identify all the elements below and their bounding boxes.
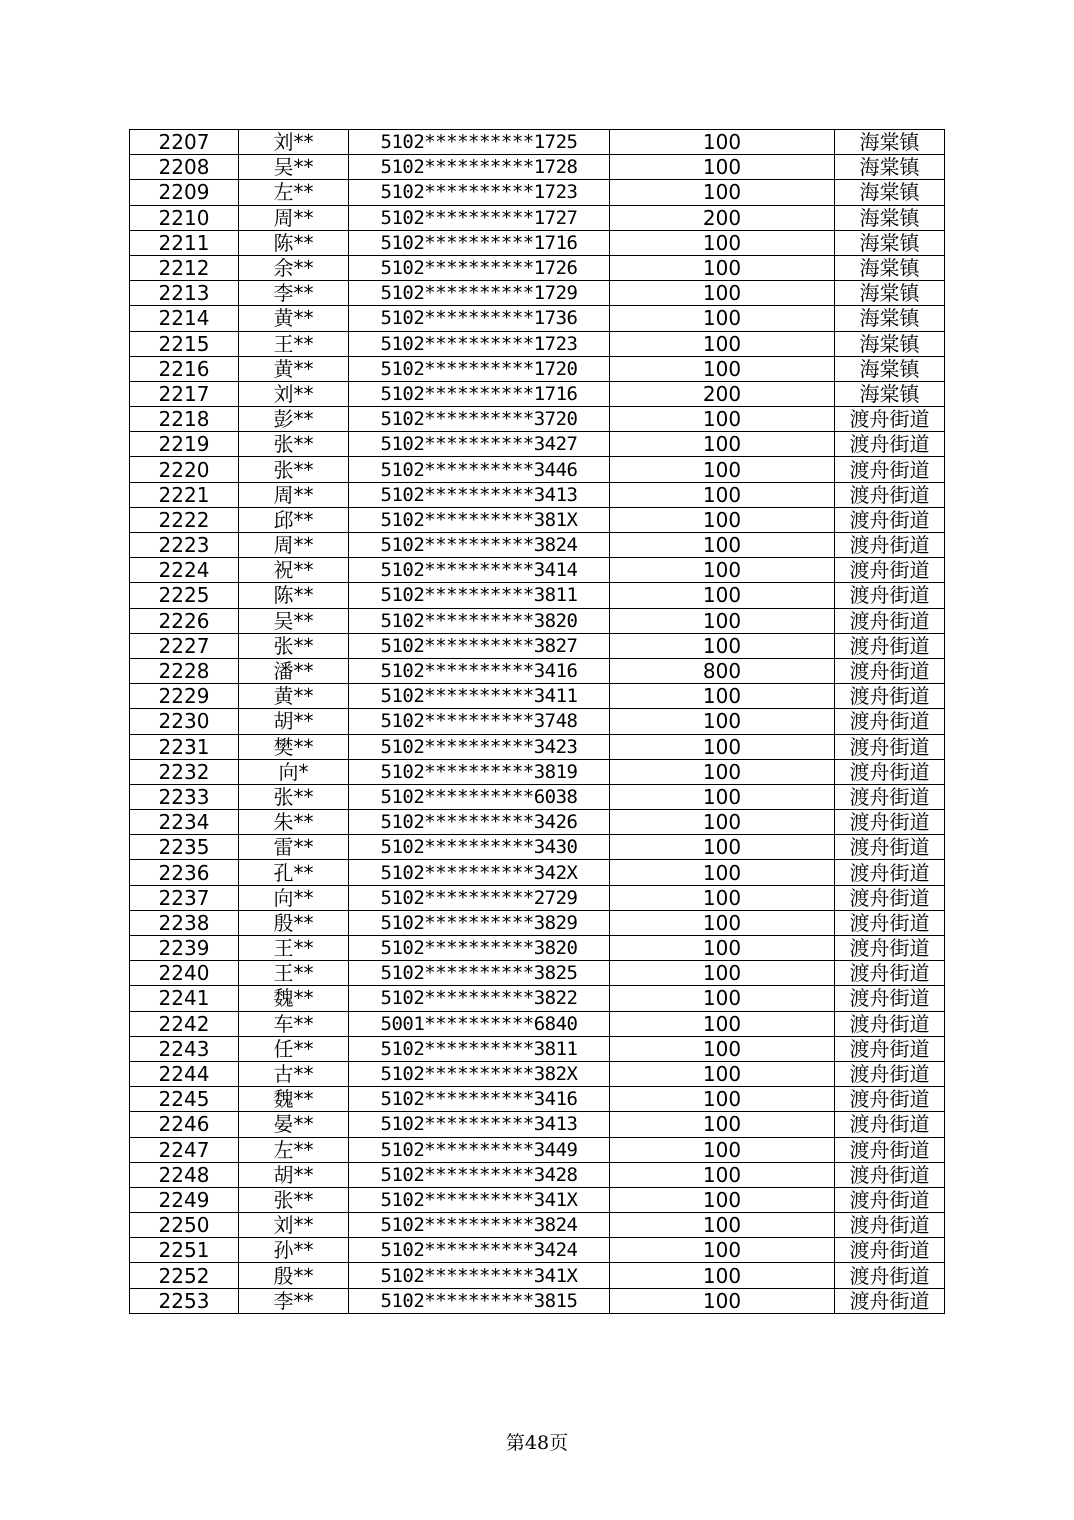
amount-cell: 100 [610,709,835,734]
id-number-cell: 5102**********1726 [349,255,610,280]
amount-cell: 100 [610,734,835,759]
name-cell: 李** [239,1288,349,1313]
amount-cell: 100 [610,130,835,155]
id-number-cell: 5102**********3427 [349,432,610,457]
record-number-cell: 2245 [130,1087,239,1112]
amount-cell: 100 [610,885,835,910]
area-cell: 渡舟街道 [835,759,945,784]
id-number-cell: 5102**********6038 [349,784,610,809]
id-number-cell: 5102**********1729 [349,281,610,306]
record-number-cell: 2210 [130,205,239,230]
amount-cell: 200 [610,205,835,230]
area-cell: 渡舟街道 [835,1288,945,1313]
table-row [130,860,945,885]
table-row [130,986,945,1011]
id-number-cell: 5102**********3820 [349,608,610,633]
record-number-cell: 2249 [130,1187,239,1212]
record-number-cell: 2228 [130,658,239,683]
id-number-cell: 5102**********1727 [349,205,610,230]
area-cell: 渡舟街道 [835,1011,945,1036]
record-number-cell: 2232 [130,759,239,784]
area-cell: 渡舟街道 [835,684,945,709]
table-row [130,658,945,683]
id-number-cell: 5102**********3424 [349,1238,610,1263]
amount-cell: 100 [610,230,835,255]
area-cell: 海棠镇 [835,356,945,381]
name-cell: 魏** [239,986,349,1011]
id-number-cell: 5102**********3829 [349,910,610,935]
table-row [130,407,945,432]
record-number-cell: 2242 [130,1011,239,1036]
name-cell: 左** [239,180,349,205]
amount-cell: 100 [610,784,835,809]
area-cell: 渡舟街道 [835,432,945,457]
amount-cell: 100 [610,1288,835,1313]
table-row [130,835,945,860]
area-cell: 海棠镇 [835,281,945,306]
table-row [130,1036,945,1061]
area-cell: 渡舟街道 [835,507,945,532]
amount-cell: 100 [610,759,835,784]
record-number-cell: 2244 [130,1061,239,1086]
amount-cell: 100 [610,281,835,306]
amount-cell: 100 [610,432,835,457]
name-cell: 向** [239,885,349,910]
area-cell: 渡舟街道 [835,533,945,558]
amount-cell: 100 [610,1011,835,1036]
area-cell: 渡舟街道 [835,810,945,835]
table-row [130,306,945,331]
area-cell: 渡舟街道 [835,1112,945,1137]
area-cell: 海棠镇 [835,130,945,155]
area-cell: 海棠镇 [835,306,945,331]
name-cell: 殷** [239,910,349,935]
record-number-cell: 2243 [130,1036,239,1061]
id-number-cell: 5102**********3414 [349,558,610,583]
table-row [130,457,945,482]
id-number-cell: 5102**********3822 [349,986,610,1011]
table-row [130,255,945,280]
name-cell: 黄** [239,684,349,709]
amount-cell: 100 [610,986,835,1011]
id-number-cell: 5102**********3413 [349,1112,610,1137]
table-row [130,608,945,633]
id-number-cell: 5102**********3824 [349,533,610,558]
amount-cell: 100 [610,1036,835,1061]
name-cell: 王** [239,331,349,356]
table-row [130,180,945,205]
amount-cell: 800 [610,658,835,683]
id-number-cell: 5102**********382X [349,1061,610,1086]
area-cell: 渡舟街道 [835,1137,945,1162]
area-cell: 渡舟街道 [835,658,945,683]
name-cell: 张** [239,432,349,457]
record-number-cell: 2226 [130,608,239,633]
table-row [130,910,945,935]
amount-cell: 100 [610,1087,835,1112]
record-number-cell: 2229 [130,684,239,709]
id-number-cell: 5001**********6840 [349,1011,610,1036]
area-cell: 渡舟街道 [835,709,945,734]
area-cell: 渡舟街道 [835,407,945,432]
table-row [130,482,945,507]
name-cell: 任** [239,1036,349,1061]
table-row [130,130,945,155]
id-number-cell: 5102**********3748 [349,709,610,734]
name-cell: 向* [239,759,349,784]
id-number-cell: 5102**********3811 [349,583,610,608]
area-cell: 渡舟街道 [835,734,945,759]
record-number-cell: 2240 [130,961,239,986]
name-cell: 晏** [239,1112,349,1137]
table-row [130,684,945,709]
area-cell: 渡舟街道 [835,558,945,583]
records-table-body [130,130,945,1314]
area-cell: 海棠镇 [835,205,945,230]
name-cell: 周** [239,533,349,558]
id-number-cell: 5102**********3426 [349,810,610,835]
table-row [130,709,945,734]
id-number-cell: 5102**********3428 [349,1162,610,1187]
name-cell: 刘** [239,381,349,406]
record-number-cell: 2237 [130,885,239,910]
id-number-cell: 5102**********3430 [349,835,610,860]
table-row [130,759,945,784]
area-cell: 渡舟街道 [835,608,945,633]
record-number-cell: 2208 [130,155,239,180]
id-number-cell: 5102**********3423 [349,734,610,759]
record-number-cell: 2227 [130,633,239,658]
record-number-cell: 2236 [130,860,239,885]
id-number-cell: 5102**********3416 [349,1087,610,1112]
id-number-cell: 5102**********3411 [349,684,610,709]
name-cell: 彭** [239,407,349,432]
table-row [130,1263,945,1288]
name-cell: 孔** [239,860,349,885]
table-row [130,936,945,961]
id-number-cell: 5102**********1716 [349,381,610,406]
name-cell: 胡** [239,1162,349,1187]
area-cell: 渡舟街道 [835,784,945,809]
table-row [130,432,945,457]
id-number-cell: 5102**********3811 [349,1036,610,1061]
table-row [130,961,945,986]
id-number-cell: 5102**********342X [349,860,610,885]
area-cell: 渡舟街道 [835,835,945,860]
area-cell: 渡舟街道 [835,583,945,608]
name-cell: 陈** [239,583,349,608]
amount-cell: 100 [610,331,835,356]
name-cell: 周** [239,205,349,230]
record-number-cell: 2234 [130,810,239,835]
id-number-cell: 5102**********3820 [349,936,610,961]
amount-cell: 100 [610,1213,835,1238]
table-row [130,1087,945,1112]
table-row [130,583,945,608]
table-row [130,1213,945,1238]
name-cell: 吴** [239,155,349,180]
area-cell: 渡舟街道 [835,961,945,986]
amount-cell: 100 [610,583,835,608]
table-row [130,885,945,910]
id-number-cell: 5102**********3446 [349,457,610,482]
name-cell: 李** [239,281,349,306]
amount-cell: 100 [610,936,835,961]
id-number-cell: 5102**********1716 [349,230,610,255]
name-cell: 黄** [239,356,349,381]
record-number-cell: 2246 [130,1112,239,1137]
amount-cell: 100 [610,306,835,331]
name-cell: 余** [239,255,349,280]
amount-cell: 200 [610,381,835,406]
record-number-cell: 2253 [130,1288,239,1313]
amount-cell: 100 [610,533,835,558]
id-number-cell: 5102**********3720 [349,407,610,432]
amount-cell: 100 [610,180,835,205]
record-number-cell: 2209 [130,180,239,205]
area-cell: 海棠镇 [835,155,945,180]
id-number-cell: 5102**********1723 [349,331,610,356]
area-cell: 渡舟街道 [835,1162,945,1187]
area-cell: 渡舟街道 [835,1036,945,1061]
name-cell: 张** [239,633,349,658]
amount-cell: 100 [610,1187,835,1212]
area-cell: 渡舟街道 [835,633,945,658]
name-cell: 古** [239,1061,349,1086]
area-cell: 海棠镇 [835,331,945,356]
id-number-cell: 5102**********3825 [349,961,610,986]
area-cell: 渡舟街道 [835,860,945,885]
record-number-cell: 2215 [130,331,239,356]
id-number-cell: 5102**********2729 [349,885,610,910]
records-table [129,129,945,1314]
record-number-cell: 2248 [130,1162,239,1187]
name-cell: 雷** [239,835,349,860]
name-cell: 陈** [239,230,349,255]
table-row [130,1061,945,1086]
area-cell: 渡舟街道 [835,885,945,910]
table-row [130,1137,945,1162]
record-number-cell: 2235 [130,835,239,860]
record-number-cell: 2207 [130,130,239,155]
record-number-cell: 2216 [130,356,239,381]
name-cell: 刘** [239,1213,349,1238]
record-number-cell: 2211 [130,230,239,255]
id-number-cell: 5102**********1723 [349,180,610,205]
record-number-cell: 2213 [130,281,239,306]
id-number-cell: 5102**********341X [349,1263,610,1288]
amount-cell: 100 [610,835,835,860]
amount-cell: 100 [610,356,835,381]
amount-cell: 100 [610,1238,835,1263]
name-cell: 张** [239,457,349,482]
record-number-cell: 2251 [130,1238,239,1263]
amount-cell: 100 [610,1137,835,1162]
name-cell: 孙** [239,1238,349,1263]
amount-cell: 100 [610,1162,835,1187]
area-cell: 海棠镇 [835,255,945,280]
name-cell: 王** [239,936,349,961]
amount-cell: 100 [610,1263,835,1288]
area-cell: 渡舟街道 [835,457,945,482]
name-cell: 魏** [239,1087,349,1112]
amount-cell: 100 [610,608,835,633]
area-cell: 渡舟街道 [835,1187,945,1212]
id-number-cell: 5102**********1725 [349,130,610,155]
id-number-cell: 5102**********1720 [349,356,610,381]
amount-cell: 100 [610,255,835,280]
table-row [130,558,945,583]
name-cell: 胡** [239,709,349,734]
table-row [130,734,945,759]
record-number-cell: 2252 [130,1263,239,1288]
record-number-cell: 2238 [130,910,239,935]
name-cell: 吴** [239,608,349,633]
record-number-cell: 2220 [130,457,239,482]
table-row [130,507,945,532]
amount-cell: 100 [610,961,835,986]
table-row [130,784,945,809]
id-number-cell: 5102**********1736 [349,306,610,331]
table-row [130,1162,945,1187]
record-number-cell: 2217 [130,381,239,406]
record-number-cell: 2230 [130,709,239,734]
table-row [130,1112,945,1137]
record-number-cell: 2221 [130,482,239,507]
area-cell: 渡舟街道 [835,936,945,961]
amount-cell: 100 [610,407,835,432]
record-number-cell: 2222 [130,507,239,532]
record-number-cell: 2223 [130,533,239,558]
amount-cell: 100 [610,860,835,885]
id-number-cell: 5102**********3824 [349,1213,610,1238]
table-row [130,810,945,835]
name-cell: 潘** [239,658,349,683]
area-cell: 海棠镇 [835,180,945,205]
record-number-cell: 2233 [130,784,239,809]
id-number-cell: 5102**********3827 [349,633,610,658]
area-cell: 渡舟街道 [835,1087,945,1112]
record-number-cell: 2212 [130,255,239,280]
record-number-cell: 2225 [130,583,239,608]
area-cell: 渡舟街道 [835,1061,945,1086]
table-row [130,331,945,356]
id-number-cell: 5102**********1728 [349,155,610,180]
area-cell: 渡舟街道 [835,986,945,1011]
table-row [130,281,945,306]
record-number-cell: 2214 [130,306,239,331]
id-number-cell: 5102**********3819 [349,759,610,784]
record-number-cell: 2247 [130,1137,239,1162]
record-number-cell: 2231 [130,734,239,759]
name-cell: 车** [239,1011,349,1036]
record-number-cell: 2218 [130,407,239,432]
name-cell: 邱** [239,507,349,532]
name-cell: 周** [239,482,349,507]
area-cell: 渡舟街道 [835,482,945,507]
name-cell: 朱** [239,810,349,835]
area-cell: 渡舟街道 [835,1213,945,1238]
area-cell: 渡舟街道 [835,1263,945,1288]
amount-cell: 100 [610,482,835,507]
amount-cell: 100 [610,457,835,482]
amount-cell: 100 [610,810,835,835]
area-cell: 渡舟街道 [835,1238,945,1263]
id-number-cell: 5102**********3815 [349,1288,610,1313]
table-row [130,1011,945,1036]
table-row [130,155,945,180]
amount-cell: 100 [610,507,835,532]
id-number-cell: 5102**********3413 [349,482,610,507]
name-cell: 黄** [239,306,349,331]
table-row [130,230,945,255]
amount-cell: 100 [610,633,835,658]
record-number-cell: 2241 [130,986,239,1011]
name-cell: 张** [239,784,349,809]
id-number-cell: 5102**********3416 [349,658,610,683]
record-number-cell: 2250 [130,1213,239,1238]
amount-cell: 100 [610,684,835,709]
table-row [130,1187,945,1212]
amount-cell: 100 [610,1112,835,1137]
id-number-cell: 5102**********3449 [349,1137,610,1162]
record-number-cell: 2224 [130,558,239,583]
amount-cell: 100 [610,1061,835,1086]
id-number-cell: 5102**********381X [349,507,610,532]
area-cell: 海棠镇 [835,381,945,406]
amount-cell: 100 [610,155,835,180]
table-row [130,633,945,658]
name-cell: 左** [239,1137,349,1162]
name-cell: 刘** [239,130,349,155]
amount-cell: 100 [610,558,835,583]
name-cell: 樊** [239,734,349,759]
id-number-cell: 5102**********341X [349,1187,610,1212]
name-cell: 张** [239,1187,349,1212]
table-row [130,381,945,406]
table-row [130,1238,945,1263]
table-row [130,205,945,230]
table-row [130,533,945,558]
name-cell: 王** [239,961,349,986]
record-number-cell: 2239 [130,936,239,961]
area-cell: 渡舟街道 [835,910,945,935]
page-number: 第48页 [505,1432,569,1454]
amount-cell: 100 [610,910,835,935]
table-row [130,1288,945,1313]
table-row [130,356,945,381]
record-number-cell: 2219 [130,432,239,457]
area-cell: 海棠镇 [835,230,945,255]
name-cell: 殷** [239,1263,349,1288]
name-cell: 祝** [239,558,349,583]
